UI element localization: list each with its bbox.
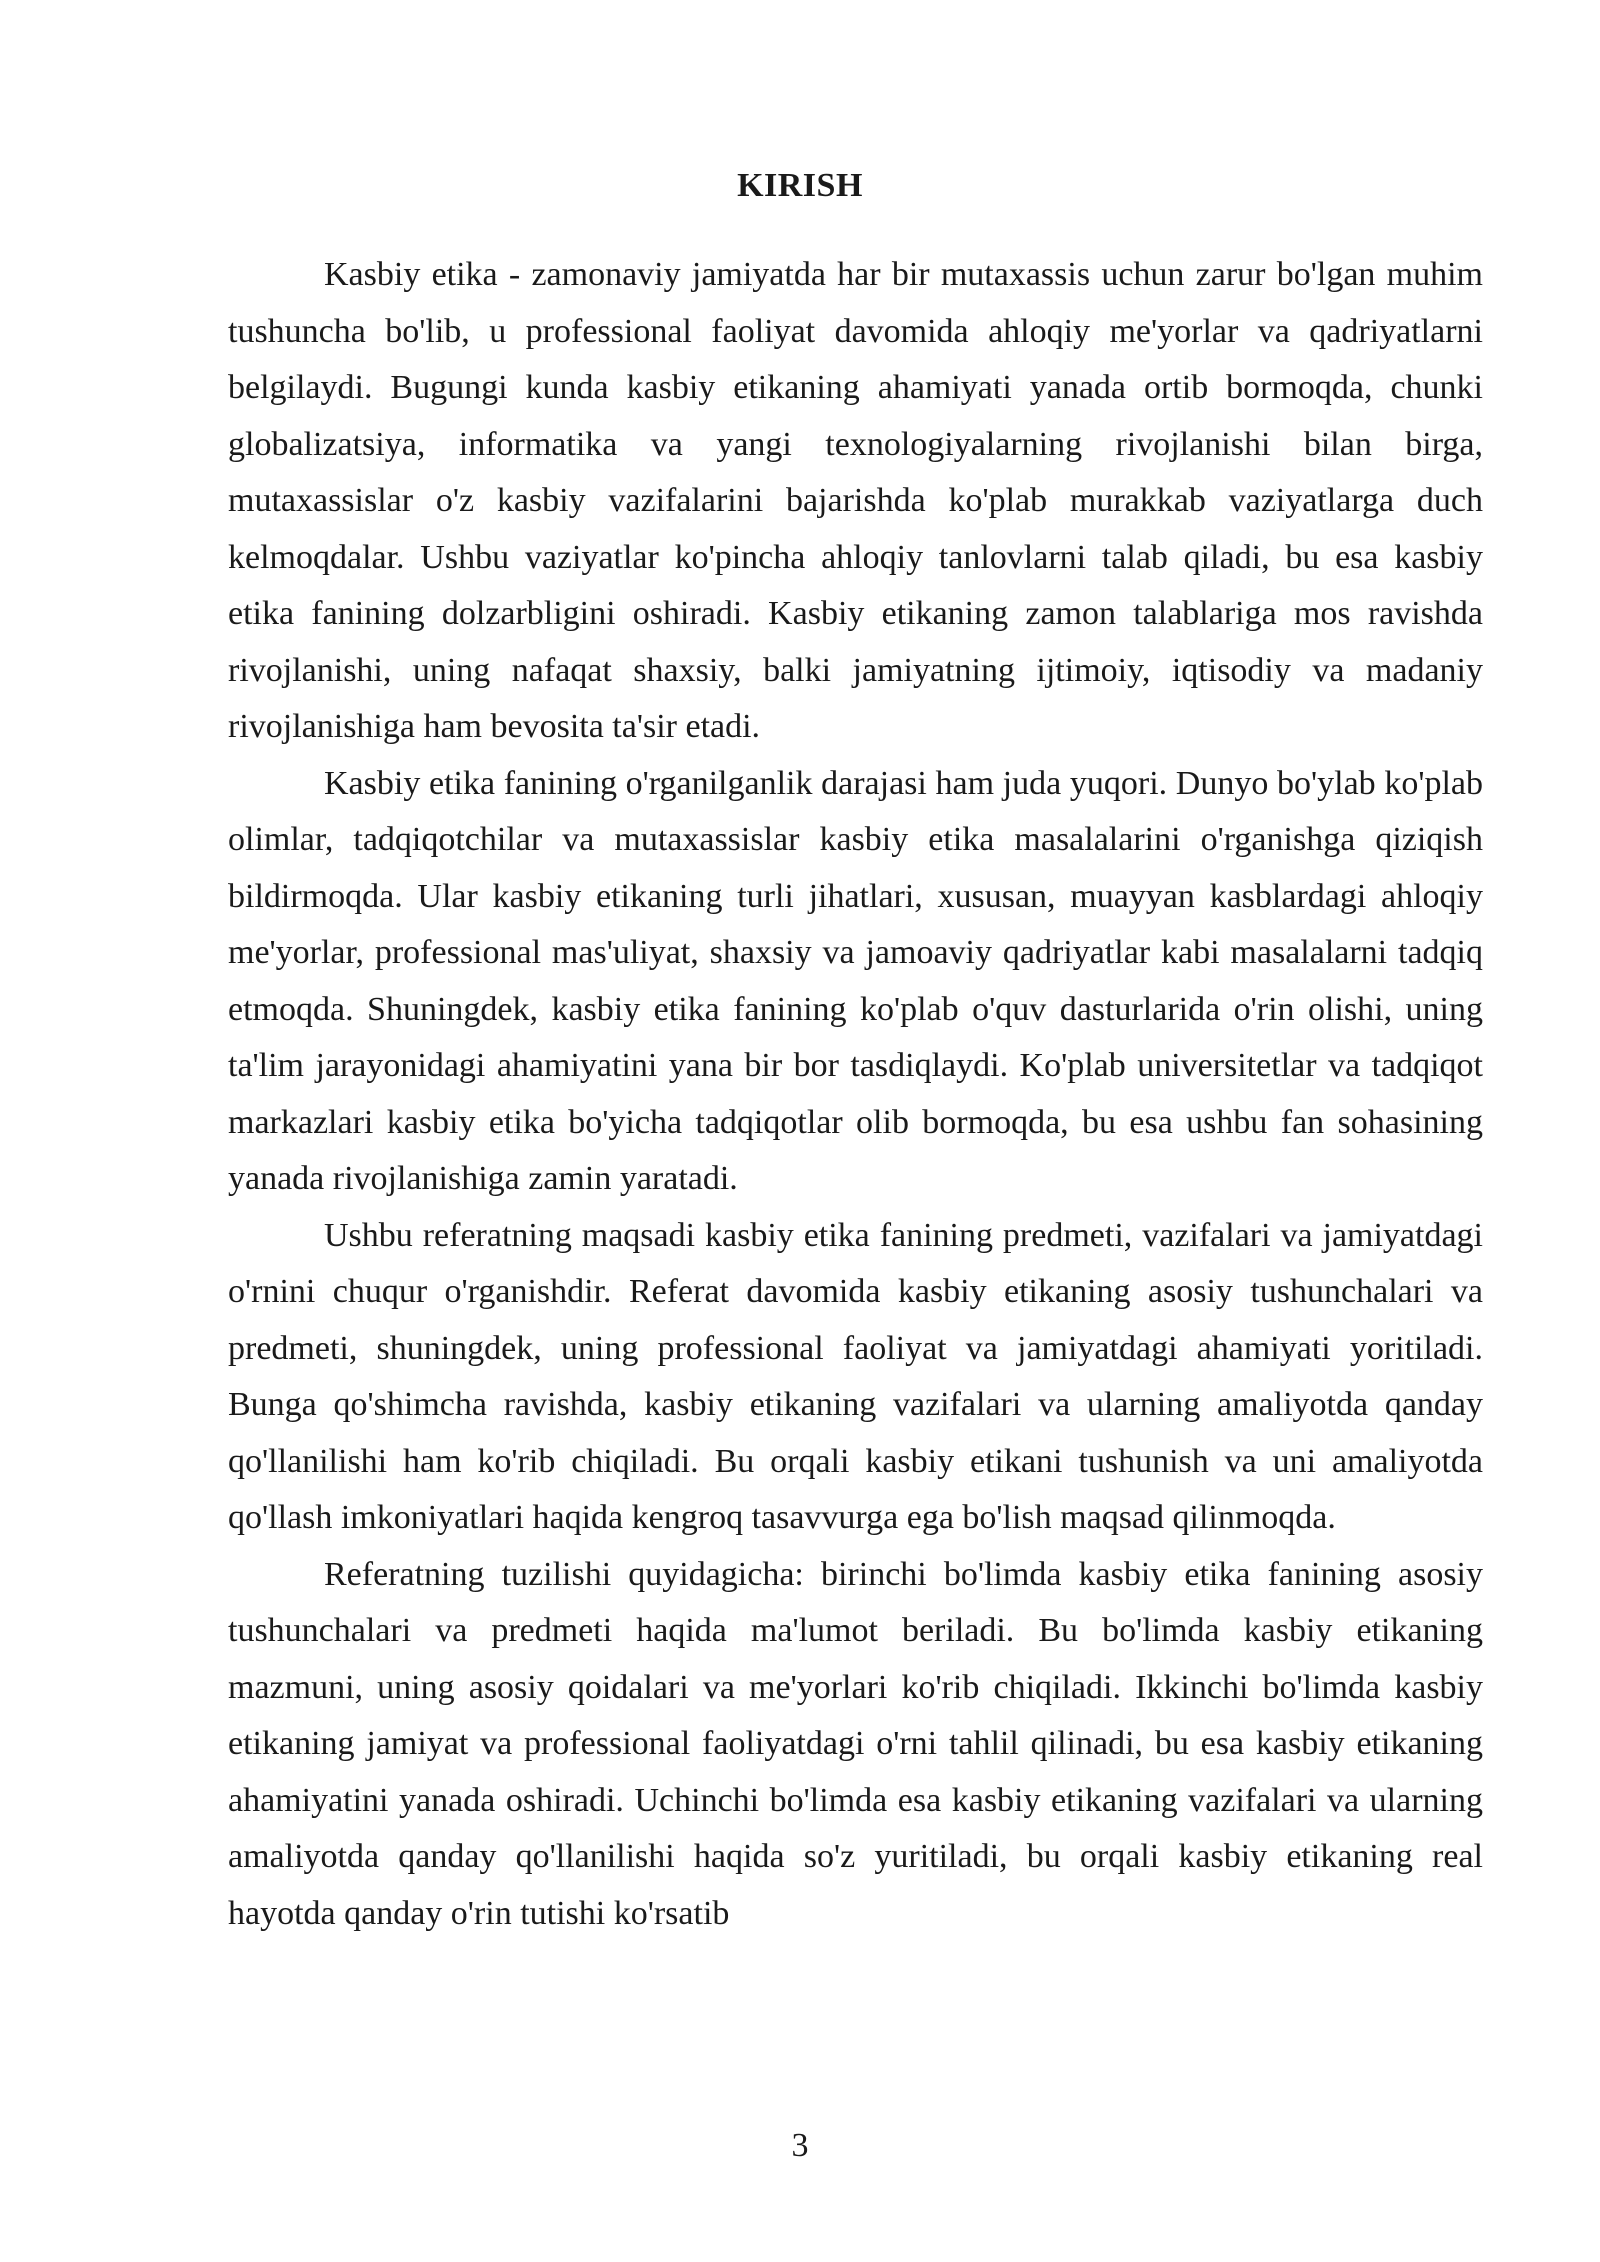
page-number: 3 (791, 2127, 809, 2164)
paragraph-1: Kasbiy etika - zamonaviy jamiyatda har bir mutaxassis uchun zarur bo'lgan muhim tushuncha bo'lib, u professional faoliyat davomida ahloqiy me'yorlar va qadriyatlarni belgilaydi. Bugungi kunda kasbiy etikaning ahamiyati yanada ortib bormoqda, chunki globalizatsiya, informatika va yangi texnologiyalarning rivojlanishi bilan birga, mutaxassislar o'z kasbiy vazifalarini bajarishda ko'plab murakkab vaziyatlarga duch kelmoqdalar. Ushbu vaziyatlar ko'pincha ahloqiy tanlovlarni talab qiladi, bu esa kasbiy etika fanining dolzarbligini oshiradi. Kasbiy etikaning zamon talablariga mos ravishda rivojlanishi, uning nafaqat shaxsiy, balki jamiyatning ijtimoiy, iqtisodiy va madaniy rivojlanishiga ham bevosita ta'sir etadi. (228, 256, 1483, 745)
paragraph-3: Ushbu referatning maqsadi kasbiy etika fanining predmeti, vazifalari va jamiyatdagi o'rnini chuqur o'rganishdir. Referat davomida kasbiy etikaning asosiy tushunchalari va predmeti, shuningdek, uning professional faoliyat va jamiyatdagi ahamiyati yoritiladi. Bunga qo'shimcha ravishda, kasbiy etikaning vazifalari va ularning amaliyotda qanday qo'llanilishi ham ko'rib chiqiladi. Bu orqali kasbiy etikani tushunish va uni amaliyotda qo'llash imkoniyatlari haqida kengroq tasavvurga ega bo'lish maqsad qilinmoqda. (228, 1216, 1483, 1536)
paragraph-2: Kasbiy etika fanining o'rganilganlik darajasi ham juda yuqori. Dunyo bo'ylab ko'plab olimlar, tadqiqotchilar va mutaxassislar kasbiy etika masalalarini o'rganishga qiziqish bildirmoqda. Ular kasbiy etikaning turli jihatlari, xususan, muayyan kasblardagi ahloqiy me'yorlar, professional mas'uliyat, shaxsiy va jamoaviy qadriyatlar kabi masalalarni tadqiq etmoqda. Shuningdek, kasbiy etika fanining ko'plab o'quv dasturlarida o'rin olishi, uning ta'lim jarayonidagi ahamiyatini yana bir bor tasdiqlaydi. Ko'plab universitetlar va tadqiqot markazlari kasbiy etika bo'yicha tadqiqotlar olib bormoqda, bu esa ushbu fan sohasining yanada rivojlanishiga zamin yaratadi. (228, 764, 1483, 1197)
body-text (228, 247, 1483, 1942)
paragraph-4: Referatning tuzilishi quyidagicha: birinchi bo'limda kasbiy etika fanining asosiy tushunchalari va predmeti haqida ma'lumot beriladi. Bu bo'limda kasbiy etikaning mazmuni, uning asosiy qoidalari va me'yorlari ko'rib chiqiladi. Ikkinchi bo'limda kasbiy etikaning jamiyat va professional faoliyatdagi o'rni tahlil qilinadi, bu esa kasbiy etikaning ahamiyatini yanada oshiradi. Uchinchi bo'limda esa kasbiy etikaning vazifalari va ularning amaliyotda qanday qo'llanilishi haqida so'z yuritiladi, bu orqali kasbiy etikaning real hayotda qanday o'rin tutishi ko'rsatib (228, 1555, 1483, 1932)
page-title: KIRISH (737, 167, 863, 204)
